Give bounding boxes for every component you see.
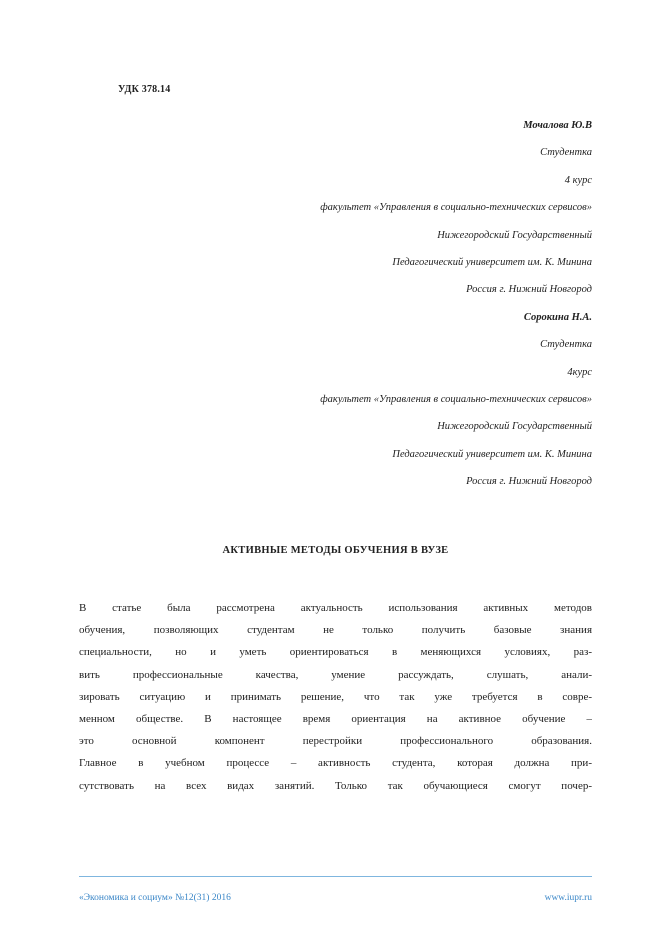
journal-citation: «Экономика и социум» №12(31) 2016 — [79, 893, 231, 903]
udc-code: УДК 378.14 — [118, 84, 171, 95]
author-faculty: факультет «Управления в социально-технических сервисов» — [320, 202, 592, 214]
abstract-line: менном обществе. В настоящее время ориентация на активное обучение – — [79, 713, 592, 726]
abstract-line: специальности, но и уметь ориентироваться в меняющихся условиях, раз- — [79, 646, 592, 659]
author-location: Россия г. Нижний Новгород — [466, 476, 592, 488]
author-faculty: факультет «Управления в социально-технических сервисов» — [320, 394, 592, 406]
abstract-line: зировать ситуацию и принимать решение, что так уже требуется в совре- — [79, 690, 592, 703]
article-title: АКТИВНЫЕ МЕТОДЫ ОБУЧЕНИЯ В ВУЗЕ — [222, 545, 449, 556]
abstract-line: это основной компонент перестройки профессионального образования. — [79, 735, 592, 748]
author-university-line1: Нижегородский Государственный — [437, 229, 592, 241]
abstract-paragraph — [79, 597, 592, 797]
author-university-line2: Педагогический университет им. К. Минина — [392, 448, 592, 460]
author-course: 4курс — [567, 366, 592, 378]
abstract-line: обучения, позволяющих студентам не только получить базовые знания — [79, 624, 592, 637]
author-course: 4 курс — [564, 174, 592, 186]
abstract-line: В статье была рассмотрена актуальность использования активных методов — [79, 602, 592, 614]
author-university-line2: Педагогический университет им. К. Минина — [392, 257, 592, 269]
author-name: Мочалова Ю.В — [523, 120, 592, 131]
author-location: Россия г. Нижний Новгород — [466, 284, 592, 296]
author-university-line1: Нижегородский Государственный — [437, 421, 592, 433]
author-status: Студентка — [540, 339, 592, 351]
author-status: Студентка — [540, 147, 592, 159]
abstract-line: вить профессиональные качества, умение рассуждать, слушать, анали- — [79, 668, 592, 681]
abstract-line: сутствовать на всех видах занятий. Только так обучающиеся смогут почер- — [79, 779, 592, 792]
abstract-line: Главное в учебном процессе – активность студента, которая должна при- — [79, 757, 592, 770]
author-block — [72, 112, 592, 496]
footer-divider — [79, 876, 592, 877]
journal-website-link[interactable]: www.iupr.ru — [544, 893, 592, 903]
author-name: Сорокина Н.А. — [523, 311, 592, 323]
